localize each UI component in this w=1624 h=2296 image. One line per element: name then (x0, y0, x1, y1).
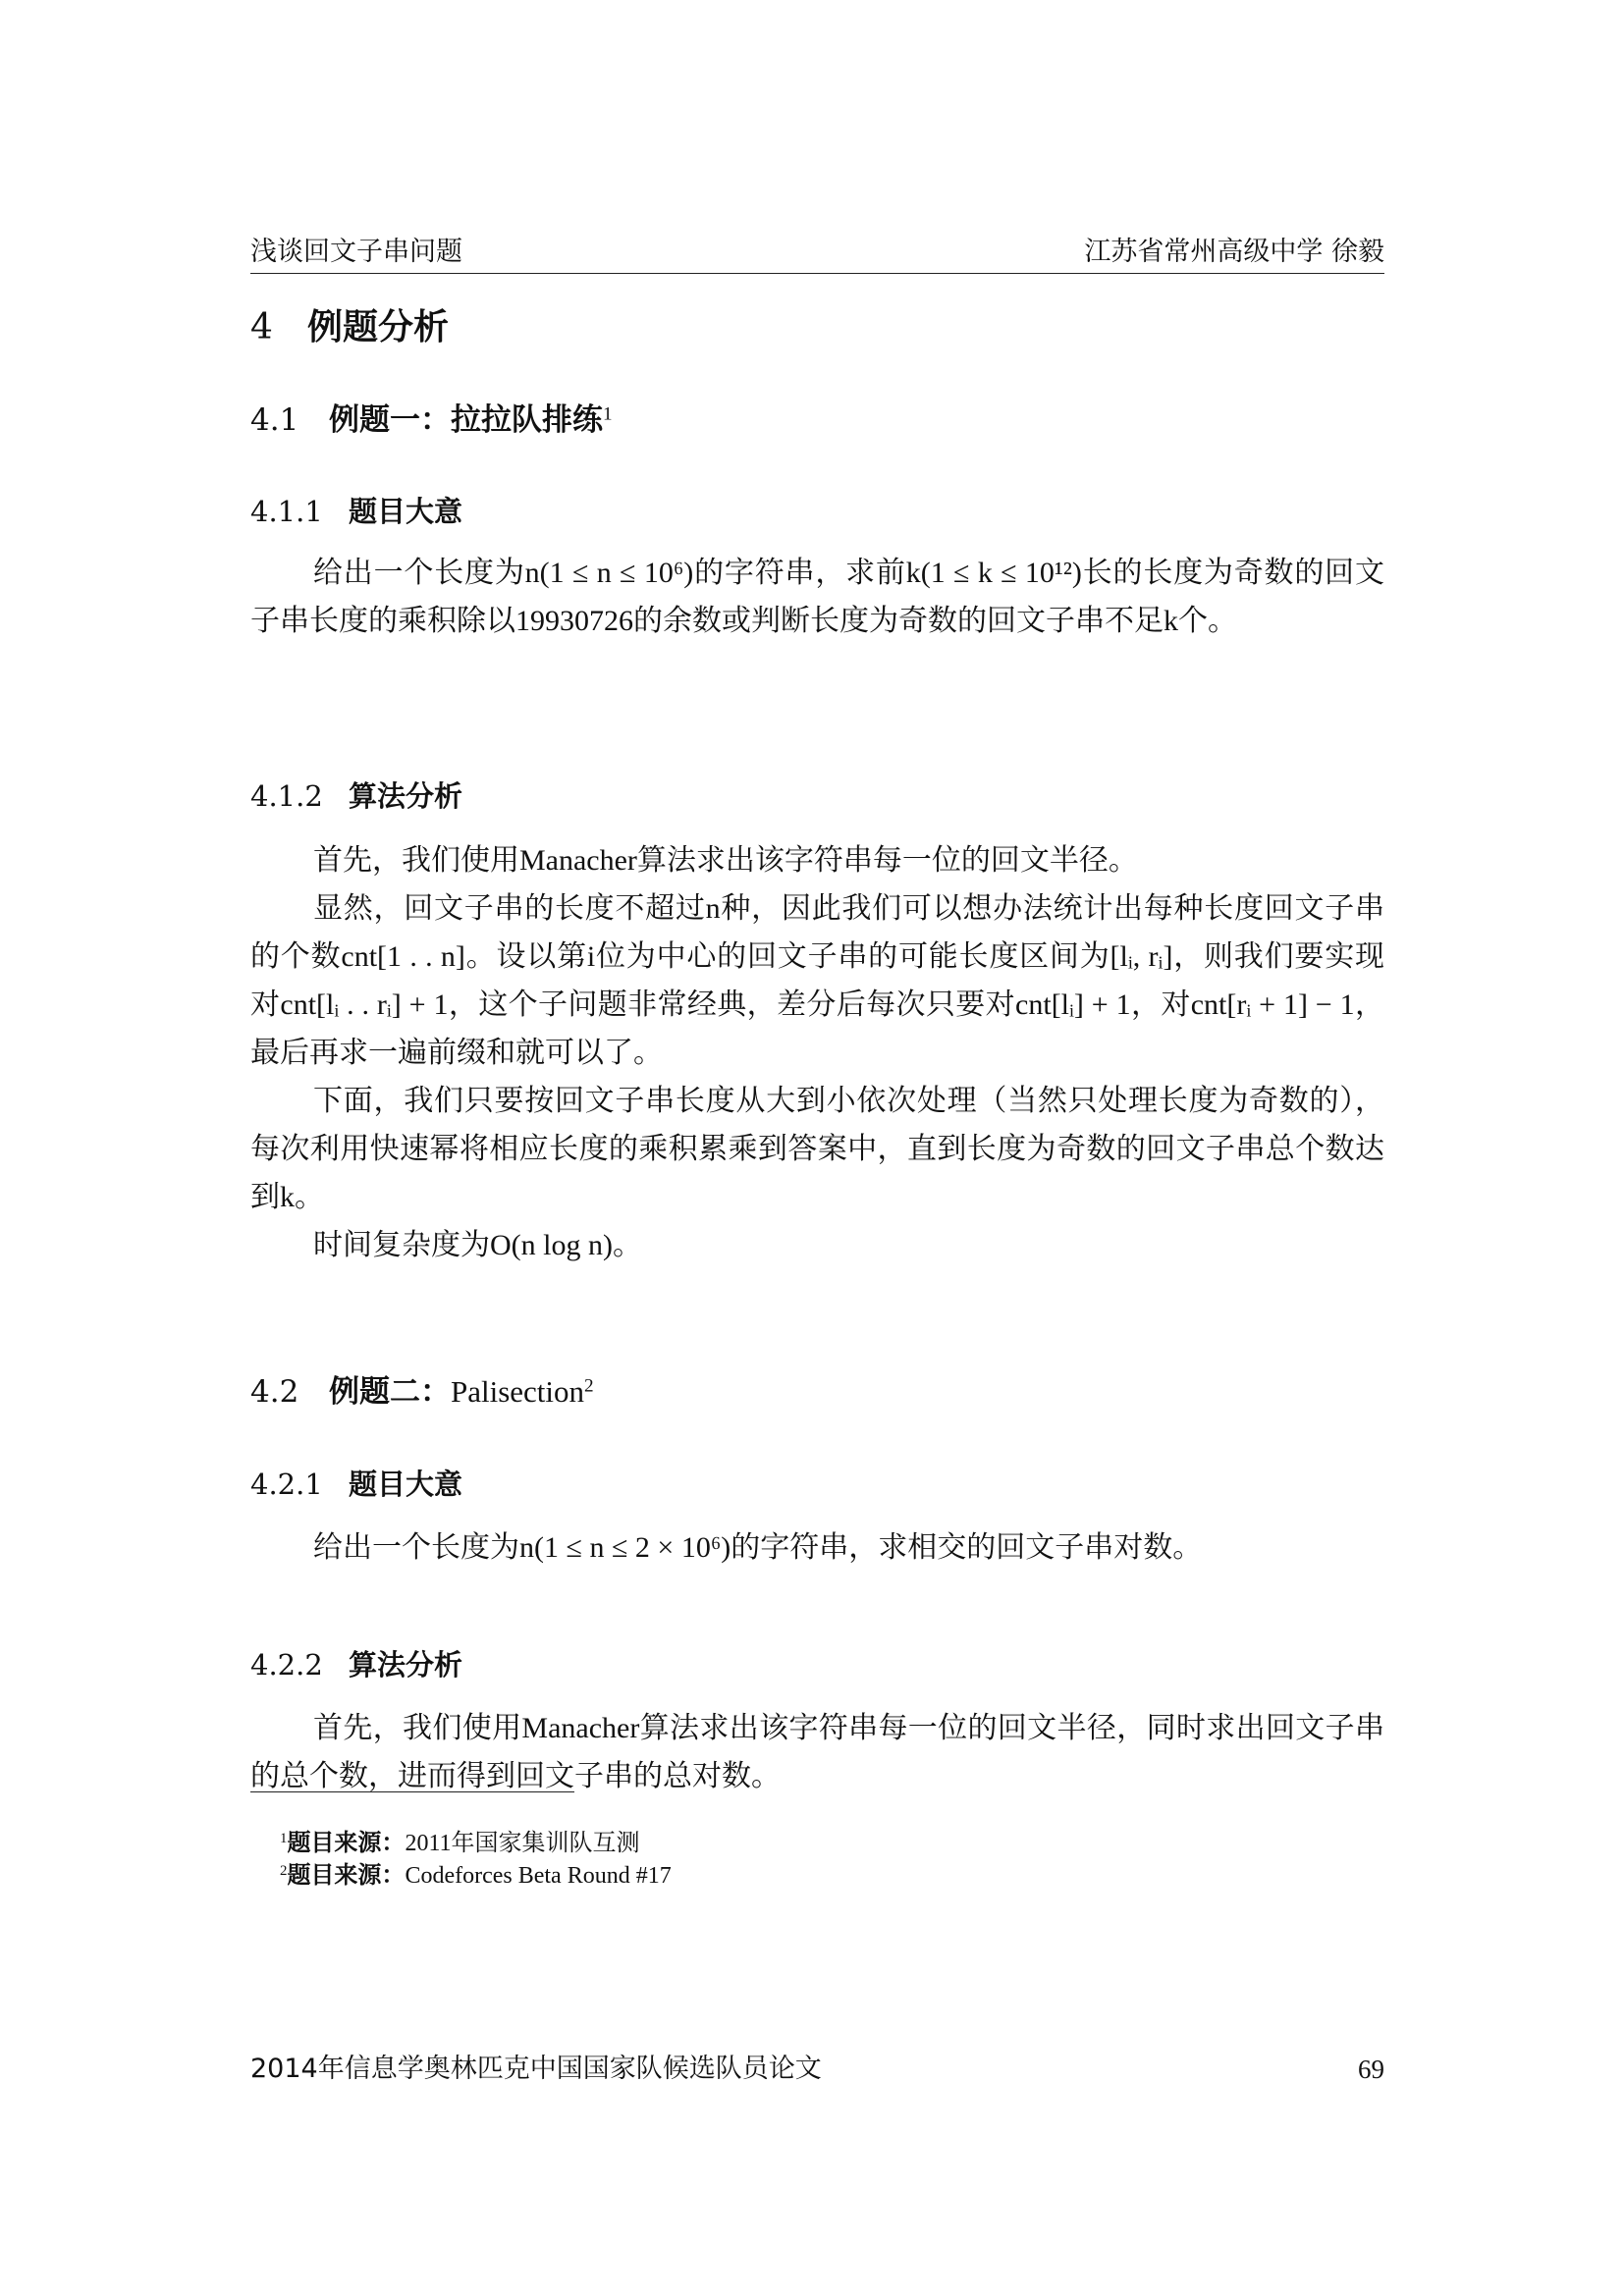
paragraph: 下面，我们只要按回文子串长度从大到小依次处理（当然只处理长度为奇数的），每次利用快速幂将相应长度的乘积累乘到答案中，直到长度为奇数的回文子串总个数达到k。 (250, 1085, 1384, 1213)
footnote-mark: 1 (280, 1830, 288, 1846)
subsection-number: 4.1 (250, 402, 299, 438)
subsection-title: 例题一：拉拉队排练 (329, 402, 603, 438)
footnote-label: 题目来源： (287, 1861, 406, 1889)
footnote-text: 2011年国家集训队互测 (405, 1831, 640, 1856)
footnote-2 (280, 1860, 672, 1891)
subsubsection-heading (250, 777, 462, 815)
subsection-title: 例题二： (329, 1374, 451, 1410)
footnote-mark: 2 (280, 1862, 288, 1879)
section-number: 4 (250, 307, 273, 347)
paragraph: 给出一个长度为n(1 ≤ n ≤ 2 × 10⁶)的字符串，求相交的回文子串对数。 (313, 1531, 1203, 1564)
section-heading (250, 306, 449, 349)
footnote-text: Codeforces Beta Round #17 (405, 1863, 672, 1889)
subsubsection-number: 4.1.2 (250, 779, 323, 813)
subsection-heading-2 (250, 1372, 594, 1412)
analysis-2 (250, 1704, 1384, 1800)
problem-statement-2 (250, 1523, 1384, 1572)
paragraph: 时间复杂度为O(n log n)。 (313, 1229, 642, 1261)
analysis-1 (250, 836, 1384, 1269)
running-header (250, 238, 1384, 274)
footer-text: 2014年信息学奥林匹克中国国家队候选队员论文 (250, 2054, 822, 2084)
subsubsection-heading (250, 493, 462, 530)
subsubsection-heading (250, 1646, 462, 1683)
paragraph: 首先，我们使用Manacher算法求出该字符串每一位的回文半径，同时求出回文子串的总个数，进而得到回文子串的总对数。 (250, 1712, 1384, 1792)
subsubsection-title: 算法分析 (349, 779, 463, 813)
problem-statement-1 (250, 549, 1384, 645)
paragraph: 首先，我们使用Manacher算法求出该字符串每一位的回文半径。 (313, 844, 1138, 877)
footnote-marker: 1 (603, 403, 613, 425)
footnote-1 (280, 1828, 640, 1858)
subsection-title-latin: Palisection (451, 1374, 585, 1409)
subsubsection-title: 题目大意 (349, 495, 463, 528)
subsubsection-heading (250, 1466, 462, 1503)
paragraph: 显然，回文子串的长度不超过n种，因此我们可以想办法统计出每种长度回文子串的个数cnt[1 . . n]。设以第i位为中心的回文子串的可能长度区间为[lᵢ, rᵢ]，则我们要实现对cnt[lᵢ . . rᵢ] + 1，这个子问题非常经典，差分后每次只要对cnt[lᵢ] + 1，对cnt[rᵢ + 1] − 1，最后再求一遍前缀和就可以了。 (250, 892, 1384, 1069)
subsection-heading-1 (250, 400, 613, 440)
subsubsection-number: 4.2.2 (250, 1648, 323, 1682)
header-title: 浅谈回文子串问题 (250, 237, 462, 267)
subsubsection-number: 4.2.1 (250, 1468, 323, 1501)
paragraph: 给出一个长度为n(1 ≤ n ≤ 10⁶)的字符串，求前k(1 ≤ k ≤ 10¹²)长的长度为奇数的回文子串长度的乘积除以19930726的余数或判断长度为奇数的回文子串不足k个。 (250, 557, 1384, 637)
footnote-rule (250, 1791, 574, 1792)
subsubsection-title: 算法分析 (349, 1648, 463, 1682)
subsubsection-number: 4.1.1 (250, 495, 323, 528)
page-number: 69 (1358, 2055, 1384, 2084)
section-title: 例题分析 (307, 307, 450, 347)
subsection-number: 4.2 (250, 1374, 299, 1410)
subsubsection-title: 题目大意 (349, 1468, 463, 1501)
footnote-marker: 2 (584, 1375, 594, 1397)
footnote-label: 题目来源： (287, 1829, 406, 1856)
header-author: 江苏省常州高级中学 徐毅 (1084, 237, 1384, 267)
